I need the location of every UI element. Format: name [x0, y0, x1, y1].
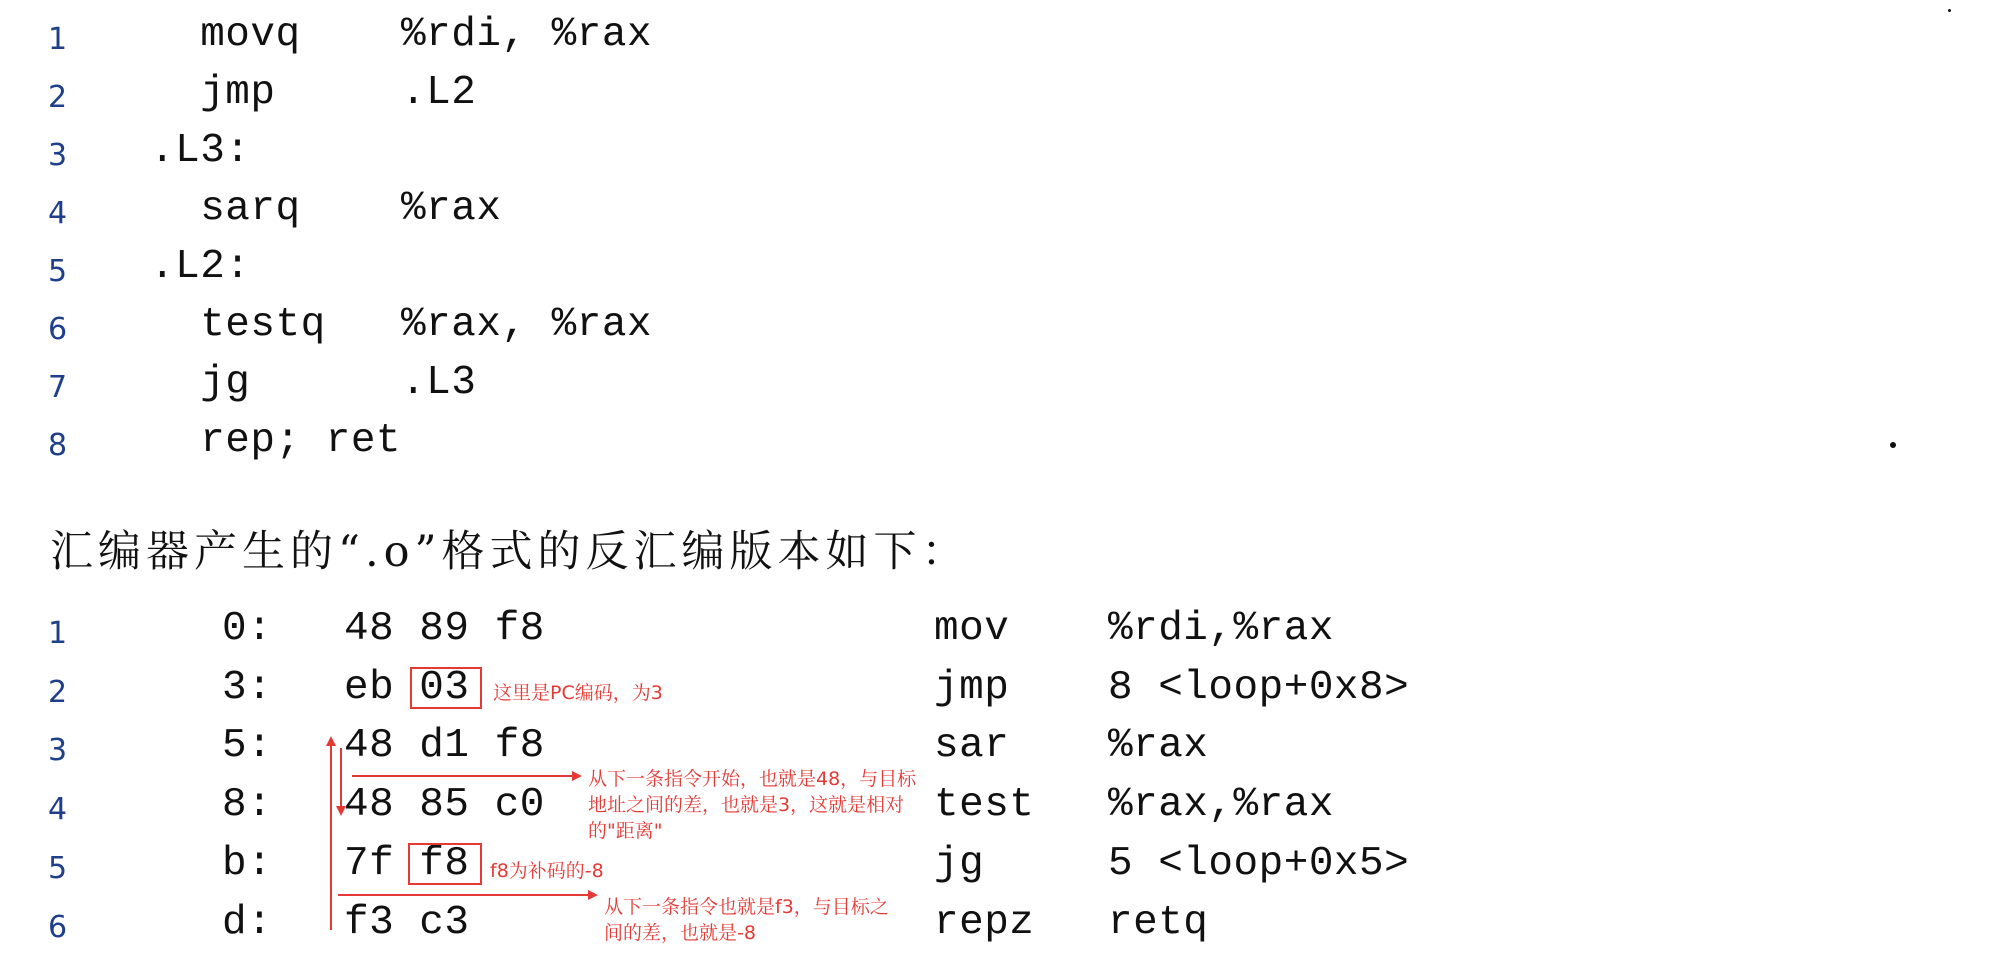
disasm-args: 8 <loop+0x8>: [1108, 665, 1410, 711]
disasm-op: repz: [934, 900, 1035, 946]
disasm-op: jg: [934, 841, 985, 887]
disasm-bytes: 7f f8: [344, 841, 470, 887]
disasm-bytes: 48 85 c0: [344, 782, 545, 828]
annotation-f8-note: f8为补码的-8: [490, 860, 604, 882]
line-number: 7: [48, 370, 68, 405]
section-heading: 汇编器产生的“.o”格式的反汇编版本如下：: [50, 527, 970, 577]
source-line: jmp .L2: [150, 70, 477, 116]
source-line: .L2:: [150, 244, 251, 290]
line-number: 2: [48, 80, 68, 115]
source-line: jg .L3: [150, 360, 477, 406]
disasm-addr: 3:: [222, 665, 273, 711]
disasm-op: jmp: [934, 665, 1010, 711]
line-number: 3: [48, 138, 68, 173]
disasm-op: mov: [934, 606, 1010, 652]
line-number: 4: [48, 196, 68, 231]
annotation-distance-note: 从下一条指令开始，也就是48，与目标 地址之间的差，也就是3，这就是相对 的"距离": [588, 768, 917, 842]
disasm-args: %rax: [1108, 723, 1209, 769]
annotation-f3-note: 从下一条指令也就是f3，与目标之 间的差，也就是-8: [604, 896, 889, 944]
line-number: 4: [48, 792, 68, 827]
source-line: testq %rax, %rax: [150, 302, 653, 348]
disasm-bytes: 48 89 f8: [344, 606, 545, 652]
scan-dot: [1948, 9, 1951, 12]
source-line: movq %rdi, %rax: [150, 12, 653, 58]
line-number: 2: [48, 675, 68, 710]
line-number: 6: [48, 312, 68, 347]
disasm-addr: d:: [222, 900, 273, 946]
source-line: rep; ret: [150, 418, 402, 464]
disasm-addr: 0:: [222, 606, 273, 652]
line-number: 6: [48, 910, 68, 945]
source-line: .L3:: [150, 128, 251, 174]
disasm-args: %rax,%rax: [1108, 782, 1334, 828]
disasm-bytes: eb 03: [344, 665, 470, 711]
disasm-args: retq: [1108, 900, 1209, 946]
line-number: 1: [48, 616, 68, 651]
line-number: 8: [48, 428, 68, 463]
source-line: sarq %rax: [150, 186, 502, 232]
line-number: 5: [48, 851, 68, 886]
disasm-bytes: 48 d1 f8: [344, 723, 545, 769]
disasm-op: sar: [934, 723, 1010, 769]
annotation-pc-note: 这里是PC编码，为3: [493, 682, 663, 704]
line-number: 5: [48, 254, 68, 289]
line-number: 3: [48, 733, 68, 768]
disasm-addr: b:: [222, 841, 273, 887]
disasm-addr: 8:: [222, 782, 273, 828]
disasm-args: %rdi,%rax: [1108, 606, 1334, 652]
disasm-bytes: f3 c3: [344, 900, 470, 946]
disasm-args: 5 <loop+0x5>: [1108, 841, 1410, 887]
line-number: 1: [48, 22, 68, 57]
disasm-op: test: [934, 782, 1035, 828]
disasm-addr: 5:: [222, 723, 273, 769]
scan-dot: [1890, 442, 1896, 448]
